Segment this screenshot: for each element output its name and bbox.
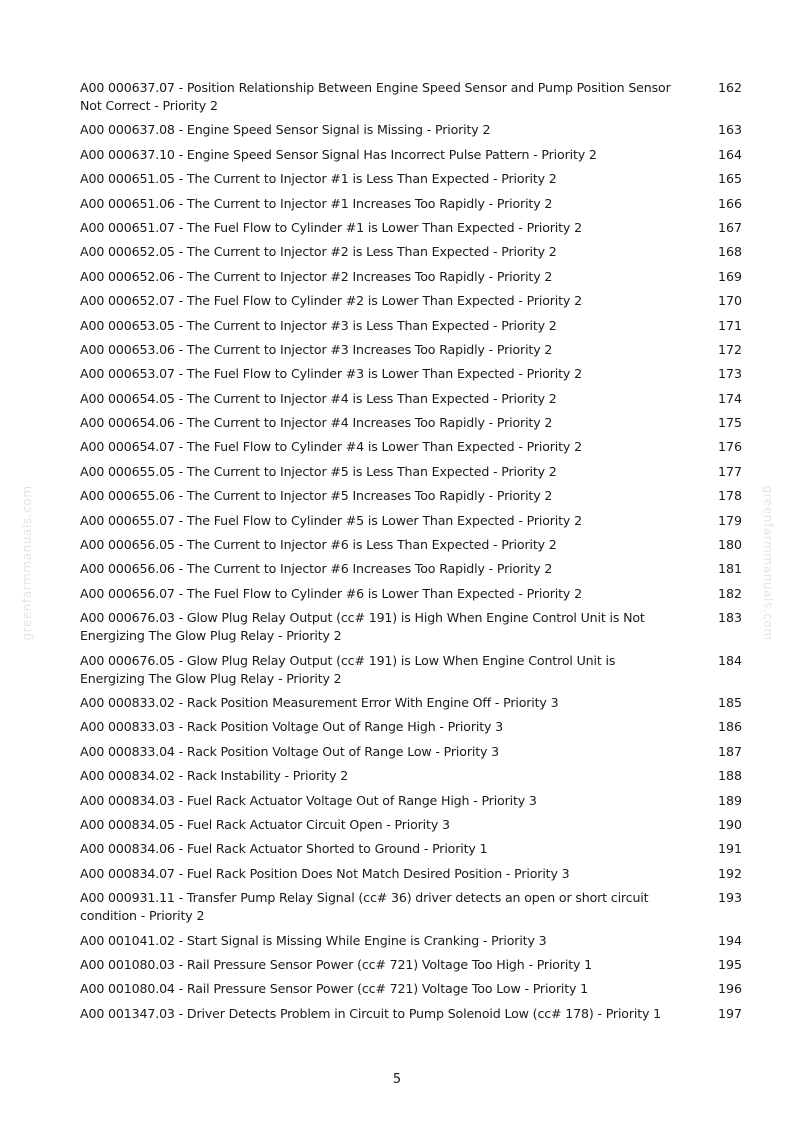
toc-entry-title: A00 001080.03 - Rail Pressure Sensor Power (cc# 721) Voltage Too High - Priority 1	[80, 956, 593, 972]
toc-entry[interactable]	[80, 932, 745, 950]
toc-entry-title: A00 000653.07 - The Fuel Flow to Cylinder #3 is Lower Than Expected - Priority 2	[80, 366, 582, 382]
toc-entry[interactable]	[80, 652, 745, 688]
toc-entry-page-number: 165	[717, 171, 742, 187]
toc-entry-title: A00 000834.02 - Rack Instability - Priority 2	[80, 768, 349, 784]
toc-entry-page-number: 177	[717, 463, 742, 479]
toc-entry-page-number: 194	[717, 932, 742, 948]
toc-entry-title: A00 000637.07 - Position Relationship Between Engine Speed Sensor and Pump Position Sensor Not Correct - Priority 2	[80, 80, 671, 113]
toc-entry[interactable]	[80, 956, 745, 974]
toc-entry-title: A00 000655.06 - The Current to Injector #5 Increases Too Rapidly - Priority 2	[80, 488, 553, 504]
toc-entry[interactable]	[80, 840, 745, 858]
toc-entry-page-number: 193	[717, 890, 742, 906]
toc-entry[interactable]	[80, 487, 745, 505]
toc-entry-page-number: 164	[717, 146, 742, 162]
toc-entry[interactable]	[80, 463, 745, 481]
toc-entry-title: A00 000834.03 - Fuel Rack Actuator Voltage Out of Range High - Priority 3	[80, 792, 537, 808]
toc-entry-title: A00 000654.07 - The Fuel Flow to Cylinder #4 is Lower Than Expected - Priority 2	[80, 439, 582, 455]
toc-entry-title: A00 000676.05 - Glow Plug Relay Output (cc# 191) is Low When Engine Control Unit is Energizing The Glow Plug Relay - Priority 2	[80, 652, 616, 686]
toc-entry-page-number: 178	[717, 488, 742, 504]
toc-entry-title: A00 001347.03 - Driver Detects Problem in Circuit to Pump Solenoid Low (cc# 178) - Priority 1	[80, 1005, 662, 1021]
toc-entry-title: A00 000652.06 - The Current to Injector #2 Increases Too Rapidly - Priority 2	[80, 268, 553, 284]
toc-entry[interactable]	[80, 146, 745, 164]
toc-entry-page-number: 169	[717, 268, 742, 284]
toc-entry-title: A00 000653.05 - The Current to Injector #3 is Less Than Expected - Priority 2	[80, 317, 557, 333]
toc-entry-title: A00 000652.05 - The Current to Injector #2 is Less Than Expected - Priority 2	[80, 244, 557, 260]
toc-entry[interactable]	[80, 536, 745, 554]
toc-entry-page-number: 187	[717, 743, 742, 759]
toc-entry-page-number: 168	[717, 244, 742, 260]
toc-entry[interactable]	[80, 390, 745, 408]
watermark-left: greenfarmmanuals.com	[20, 485, 34, 641]
toc-entry[interactable]	[80, 79, 745, 115]
toc-entry-page-number: 186	[717, 719, 742, 735]
toc-entry[interactable]	[80, 121, 745, 139]
toc-entry-title: A00 000676.03 - Glow Plug Relay Output (cc# 191) is High When Engine Control Unit is Not Energizing The Glow Plug Relay - Priority 2	[80, 610, 645, 644]
toc-entry-title: A00 000654.06 - The Current to Injector #4 Increases Too Rapidly - Priority 2	[80, 415, 553, 431]
toc-entry-page-number: 171	[717, 317, 742, 333]
toc-entry-title: A00 000833.02 - Rack Position Measurement Error With Engine Off - Priority 3	[80, 694, 559, 710]
toc-entry-title: A00 000651.05 - The Current to Injector #1 is Less Than Expected - Priority 2	[80, 171, 557, 187]
toc-entry-title: A00 000656.06 - The Current to Injector #6 Increases Too Rapidly - Priority 2	[80, 561, 553, 577]
toc-entry-title: A00 001041.02 - Start Signal is Missing While Engine is Cranking - Priority 3	[80, 932, 547, 948]
toc-entry-page-number: 166	[717, 195, 742, 211]
toc-entry-page-number: 173	[717, 366, 742, 382]
toc-entry-page-number: 192	[717, 865, 742, 881]
toc-entry-title: A00 001080.04 - Rail Pressure Sensor Power (cc# 721) Voltage Too Low - Priority 1	[80, 981, 589, 997]
toc-entry[interactable]	[80, 792, 745, 810]
toc-entry[interactable]	[80, 268, 745, 286]
toc-entry-page-number: 180	[717, 537, 742, 553]
toc-entry-page-number: 188	[717, 768, 742, 784]
toc-entry[interactable]	[80, 694, 745, 712]
toc-entry-page-number: 196	[717, 981, 742, 997]
toc-entry-title: A00 000654.05 - The Current to Injector #4 is Less Than Expected - Priority 2	[80, 390, 557, 406]
toc-entry[interactable]	[80, 414, 745, 432]
toc-entry-page-number: 162	[717, 80, 742, 95]
toc-entry-title: A00 000637.10 - Engine Speed Sensor Signal Has Incorrect Pulse Pattern - Priority 2	[80, 146, 597, 162]
toc-entry-page-number: 167	[717, 219, 742, 235]
toc-entry-page-number: 163	[717, 122, 742, 138]
toc-entry[interactable]	[80, 816, 745, 834]
toc-entry-title: A00 000833.04 - Rack Position Voltage Out of Range Low - Priority 3	[80, 743, 500, 759]
toc-entry-title: A00 000651.06 - The Current to Injector #1 Increases Too Rapidly - Priority 2	[80, 195, 553, 211]
toc-entry-title: A00 000637.08 - Engine Speed Sensor Signal is Missing - Priority 2	[80, 122, 491, 138]
toc-entry-title: A00 000834.06 - Fuel Rack Actuator Shorted to Ground - Priority 1	[80, 841, 488, 857]
toc-entry[interactable]	[80, 292, 745, 310]
toc-entry[interactable]	[80, 243, 745, 261]
toc-entry-page-number: 181	[717, 561, 742, 577]
toc-entry-page-number: 174	[717, 390, 742, 406]
page-number: 5	[392, 1072, 402, 1087]
toc-entry[interactable]	[80, 585, 745, 603]
toc-entry[interactable]	[80, 560, 745, 578]
toc-entry-title: A00 000834.05 - Fuel Rack Actuator Circuit Open - Priority 3	[80, 816, 450, 832]
toc-entry[interactable]	[80, 718, 745, 736]
toc-entry[interactable]	[80, 170, 745, 188]
toc-entry-page-number: 197	[717, 1005, 742, 1021]
toc-entry-title: A00 000833.03 - Rack Position Voltage Out of Range High - Priority 3	[80, 719, 504, 735]
toc-entry-page-number: 183	[717, 610, 742, 626]
toc-entry-page-number: 182	[717, 585, 742, 601]
toc-entry-page-number: 189	[717, 792, 742, 808]
toc-entry-page-number: 190	[717, 816, 742, 832]
toc-entry[interactable]	[80, 195, 745, 213]
toc-entry-page-number: 195	[717, 956, 742, 972]
toc-entry[interactable]	[80, 980, 745, 998]
toc-entry[interactable]	[80, 438, 745, 456]
toc-entry-title: A00 000651.07 - The Fuel Flow to Cylinder #1 is Lower Than Expected - Priority 2	[80, 219, 582, 235]
toc-entry-page-number: 179	[717, 512, 742, 528]
toc-entry-page-number: 170	[717, 293, 742, 309]
toc-entry[interactable]	[80, 743, 745, 761]
toc-entry[interactable]	[80, 219, 745, 237]
table-of-contents	[80, 79, 745, 1029]
toc-entry[interactable]	[80, 317, 745, 335]
toc-entry-page-number: 184	[717, 652, 742, 668]
toc-entry[interactable]	[80, 341, 745, 359]
toc-entry-page-number: 185	[717, 694, 742, 710]
toc-entry[interactable]	[80, 609, 745, 645]
toc-entry-title: A00 000653.06 - The Current to Injector #3 Increases Too Rapidly - Priority 2	[80, 341, 553, 357]
toc-entry-page-number: 176	[717, 439, 742, 455]
toc-entry-page-number: 191	[717, 841, 742, 857]
toc-entry[interactable]	[80, 889, 745, 925]
toc-entry-title: A00 000655.05 - The Current to Injector #5 is Less Than Expected - Priority 2	[80, 463, 557, 479]
toc-entry-title: A00 000656.05 - The Current to Injector #6 is Less Than Expected - Priority 2	[80, 537, 557, 553]
watermark-right: greenfarmmanuals.com	[761, 485, 775, 641]
toc-entry-title: A00 000656.07 - The Fuel Flow to Cylinder #6 is Lower Than Expected - Priority 2	[80, 585, 582, 601]
toc-entry-title: A00 000652.07 - The Fuel Flow to Cylinder #2 is Lower Than Expected - Priority 2	[80, 293, 582, 309]
toc-entry-title: A00 000655.07 - The Fuel Flow to Cylinder #5 is Lower Than Expected - Priority 2	[80, 512, 582, 528]
toc-entry[interactable]	[80, 865, 745, 883]
toc-entry[interactable]	[80, 365, 745, 383]
toc-entry-page-number: 172	[717, 341, 742, 357]
toc-entry-page-number: 175	[717, 415, 742, 431]
toc-entry-title: A00 000931.11 - Transfer Pump Relay Signal (cc# 36) driver detects an open or short circuit condition - Priority 2	[80, 890, 649, 924]
toc-entry-title: A00 000834.07 - Fuel Rack Position Does Not Match Desired Position - Priority 3	[80, 865, 570, 881]
toc-entry[interactable]	[80, 1005, 745, 1023]
toc-entry[interactable]	[80, 767, 745, 785]
toc-entry[interactable]	[80, 512, 745, 530]
